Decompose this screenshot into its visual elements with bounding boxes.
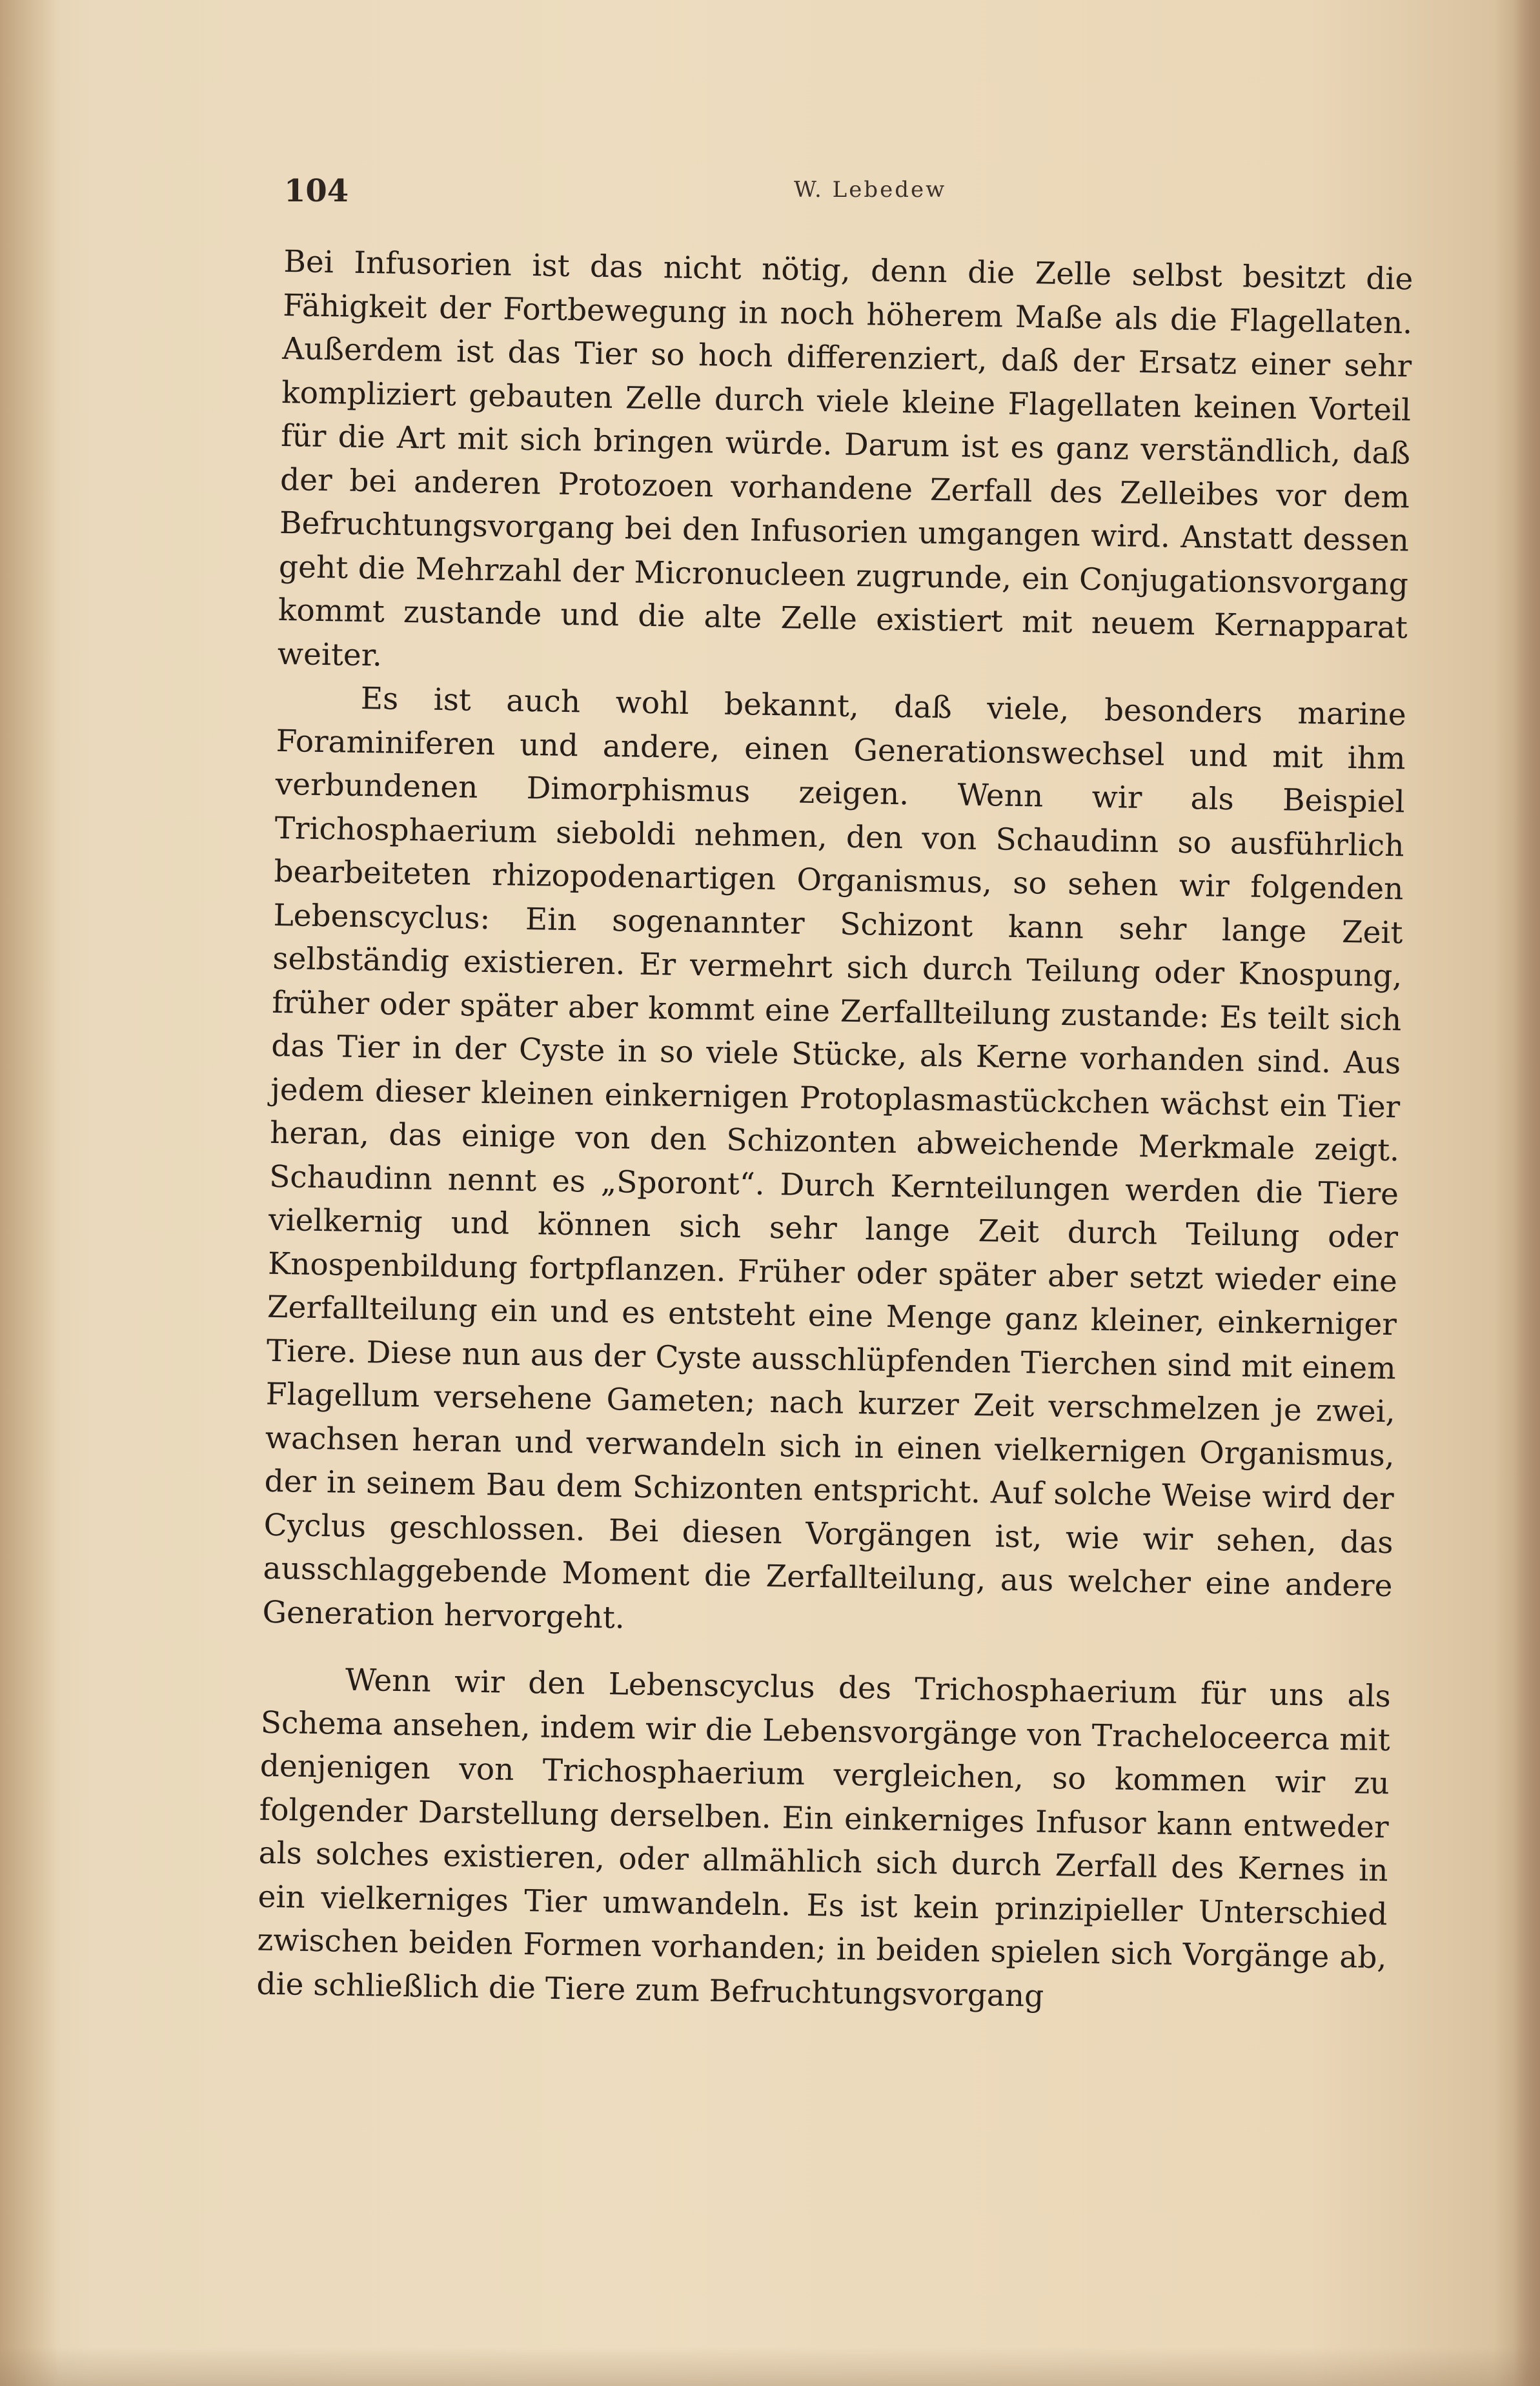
paragraph-3: Wenn wir den Lebenscyclus des Trichosphaerium für uns als Schema ansehen, indem wir die Lebensvorgänge von Tracheloceerca mit denjenigen von Trichosphaerium vergleichen, so kommen wir zu folgender Darstellung derselben. Ein einkerniges Infusor kann entweder als solches existieren, oder allmählich sich durch Zerfall des Kernes in ein vielkerniges Tier umwandeln. Es ist kein prinzipieller Unterschied zwischen beiden Formen vorhanden; in beiden spielen sich Vorgänge ab, die schließlich die Tiere zum Befruchtungsvorgang — [256, 1662, 1392, 2014]
paragraph-1: Bei Infusorien ist das nicht nötig, denn die Zelle selbst besitzt die Fähigkeit der Fortbewegung in noch höherem Maße als die Flagellaten. Außerdem ist das Tier so hoch differenziert, daß der Ersatz einer sehr kompliziert gebauten Zelle durch viele kleine Flagellaten keinen Vorteil für die Art mit sich bringen würde. Darum ist es ganz verständlich, daß der bei anderen Protozoen vorhandene Zerfall des Zelleibes vor dem Befruchtungsvorgang bei den Infusorien umgangen wird. Anstatt dessen geht die Mehrzahl der Micronucleen zugrunde, ein Conjugationsvorgang kommt zustande und die alte Zelle existiert mit neuem Kernapparat weiter. — [277, 243, 1413, 673]
bottom-shadow — [0, 2347, 1540, 2386]
page-number: 104 — [284, 173, 349, 209]
running-head-author: W. Lebedew — [794, 177, 947, 203]
binding-gutter — [0, 0, 58, 2386]
running-head — [284, 173, 1407, 212]
page-edge-shadow — [1514, 0, 1540, 2386]
paragraph-2: Es ist auch wohl bekannt, daß viele, besonders marine Foraminiferen und andere, einen Generationswechsel und mit ihm verbundenen Dimorphismus zeigen. Wenn wir als Beispiel Trichosphaerium sieboldi nehmen, den von Schaudinn so ausführlich bearbeiteten rhizopodenartigen Organismus, so sehen wir folgenden Lebenscyclus: Ein sogenannter Schizont kann sehr lange Zeit selbständig existieren. Er vermehrt sich durch Teilung oder Knospung, früher oder später aber kommt eine Zerfallteilung zustande: Es teilt sich das Tier in der Cyste in so viele Stücke, als Kerne vorhanden sind. Aus jedem dieser kleinen einkernigen Protoplasmastückchen wächst ein Tier heran, das einige von den Schizonten abweichende Merkmale zeigt. Schaudinn nennt es „Sporont“. Durch Kernteilungen werden die Tiere vielkernig und können sich sehr lange Zeit durch Teilung oder Knospenbildung fortpflanzen. Früher oder später aber setzt wieder eine Zerfallteilung ein und es entsteht eine Menge ganz kleiner, einkerniger Tiere. Diese nun aus der Cyste ausschlüpfenden Tierchen sind mit einem Flagellum versehene Gameten; nach kurzer Zeit verschmelzen je zwei, wachsen heran und verwandeln sich in einen vielkernigen Organismus, der in seinem Bau dem Schizonten entspricht. Auf solche Weise wird der Cyclus geschlossen. Bei diesen Vorgängen ist, wie wir sehen, das ausschlaggebende Moment die Zerfallteilung, aus welcher eine andere Generation hervorgeht. — [262, 680, 1407, 1636]
body-text — [256, 240, 1413, 2023]
